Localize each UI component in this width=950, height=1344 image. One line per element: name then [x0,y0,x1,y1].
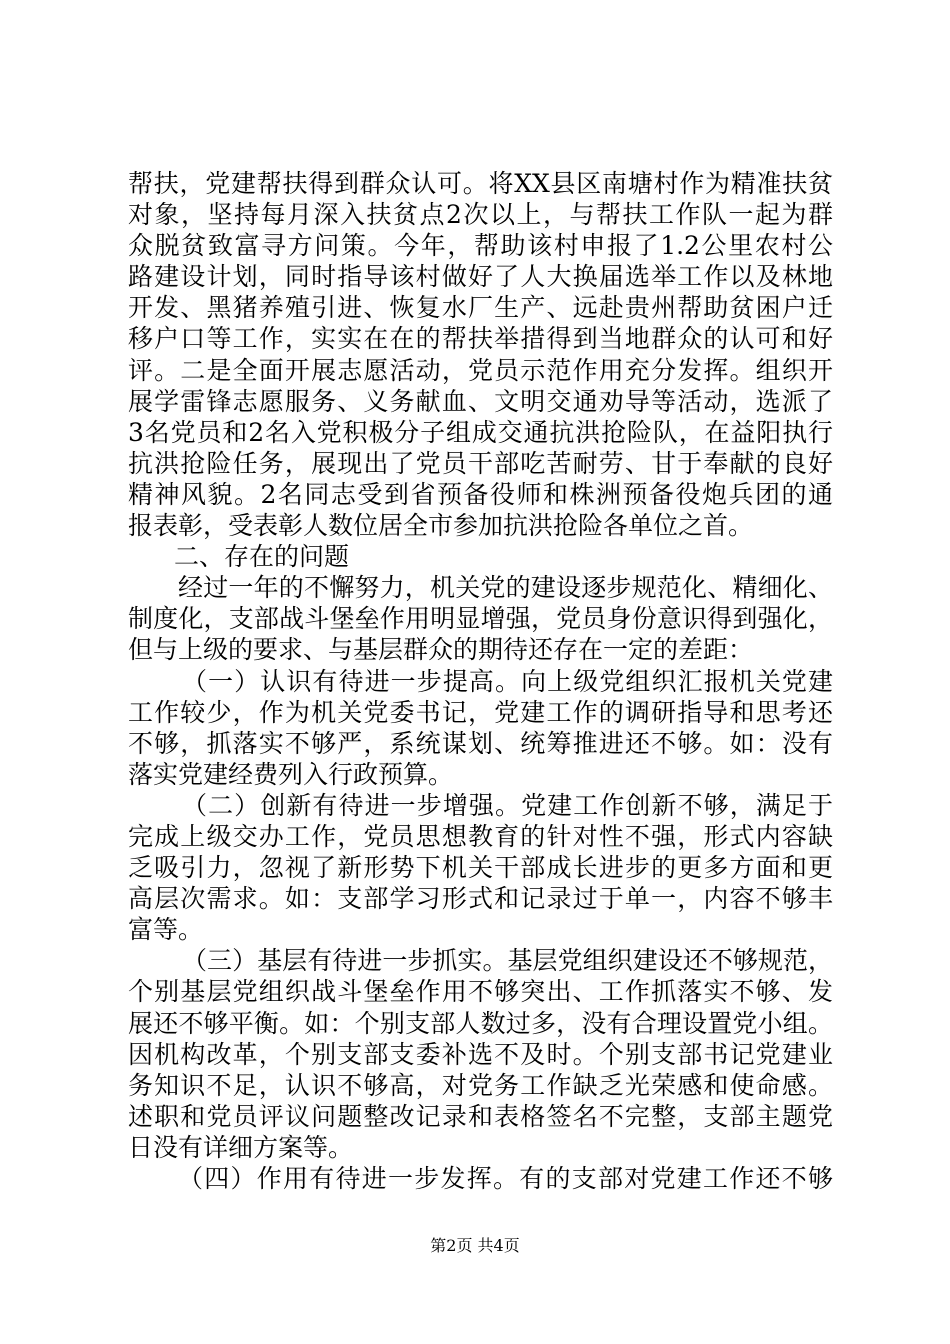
text-line: 精神风貌。2名同志受到省预备役师和株洲预备役炮兵团的通 [128,479,833,509]
text-line: 制度化，支部战斗堡垒作用明显增强，党员身份意识得到强化， [128,604,833,634]
text-line: 帮扶，党建帮扶得到群众认可。将XX县区南塘村作为精准扶贫 [128,169,833,198]
text-line: 落实党建经费列入行政预算。 [128,759,454,789]
text-line: 二、存在的问题 [174,542,350,572]
text-line: 展学雷锋志愿服务、义务献血、文明交通劝导等活动，选派了 [128,386,833,416]
text-line: 述职和党员评议问题整改记录和表格签名不完整，支部主题党 [128,1101,833,1131]
text-line: 展还不够平衡。如：个别支部人数过多，没有合理设置党小组。 [128,1008,833,1038]
page-footer: 第2页 共4页 [430,1236,520,1255]
document-body [128,168,833,1194]
text-line: 评。二是全面开展志愿活动，党员示范作用充分发挥。组织开 [128,355,833,385]
text-line: 乏吸引力，忽视了新形势下机关干部成长进步的更多方面和更 [128,853,833,883]
text-line: 抗洪抢险任务，展现出了党员干部吃苦耐劳、甘于奉献的良好 [128,448,833,478]
text-line: 富等。 [128,915,204,945]
text-line: 高层次需求。如：支部学习形式和记录过于单一，内容不够丰 [128,884,833,914]
text-line: 个别基层党组织战斗堡垒作用不够突出、工作抓落实不够、发 [128,977,833,1007]
text-line: 务知识不足，认识不够高，对党务工作缺乏光荣感和使命感。 [128,1070,833,1100]
text-line: 开发、黑猪养殖引进、恢复水厂生产、远赴贵州帮助贫困户迁 [128,293,833,323]
text-line: （一）认识有待进一步提高。向上级党组织汇报机关党建 [182,666,833,696]
text-line: 经过一年的不懈努力，机关党的建设逐步规范化、精细化、 [178,573,833,603]
text-line: 对象，坚持每月深入扶贫点2次以上，与帮扶工作队一起为群 [128,200,833,230]
text-line: 日没有详细方案等。 [128,1132,354,1162]
text-line: 完成上级交办工作，党员思想教育的针对性不强，形式内容缺 [128,821,833,851]
text-line: 不够，抓落实不够严，系统谋划、统筹推进还不够。如：没有 [128,728,833,758]
text-line: 报表彰，受表彰人数位居全市参加抗洪抢险各单位之首。 [128,511,754,541]
text-line: （二）创新有待进一步增强。党建工作创新不够，满足于 [182,790,833,820]
text-line: 路建设计划，同时指导该村做好了人大换届选举工作以及林地 [128,262,833,292]
text-line: 移户口等工作，实实在在的帮扶举措得到当地群众的认可和好 [128,324,833,354]
text-line: （四）作用有待进一步发挥。有的支部对党建工作还不够 [178,1164,833,1193]
text-line: 3名党员和2名入党积极分子组成交通抗洪抢险队，在益阳执行 [128,417,833,447]
text-line: （三）基层有待进一步抓实。基层党组织建设还不够规范， [182,946,833,976]
text-line: 工作较少，作为机关党委书记，党建工作的调研指导和思考还 [128,697,833,727]
text-line: 因机构改革，个别支部支委补选不及时。个别支部书记党建业 [128,1039,833,1069]
text-line: 众脱贫致富寻方问策。今年，帮助该村申报了1.2公里农村公 [128,231,833,261]
text-line: 但与上级的要求、与基层群众的期待还存在一定的差距： [128,635,754,665]
